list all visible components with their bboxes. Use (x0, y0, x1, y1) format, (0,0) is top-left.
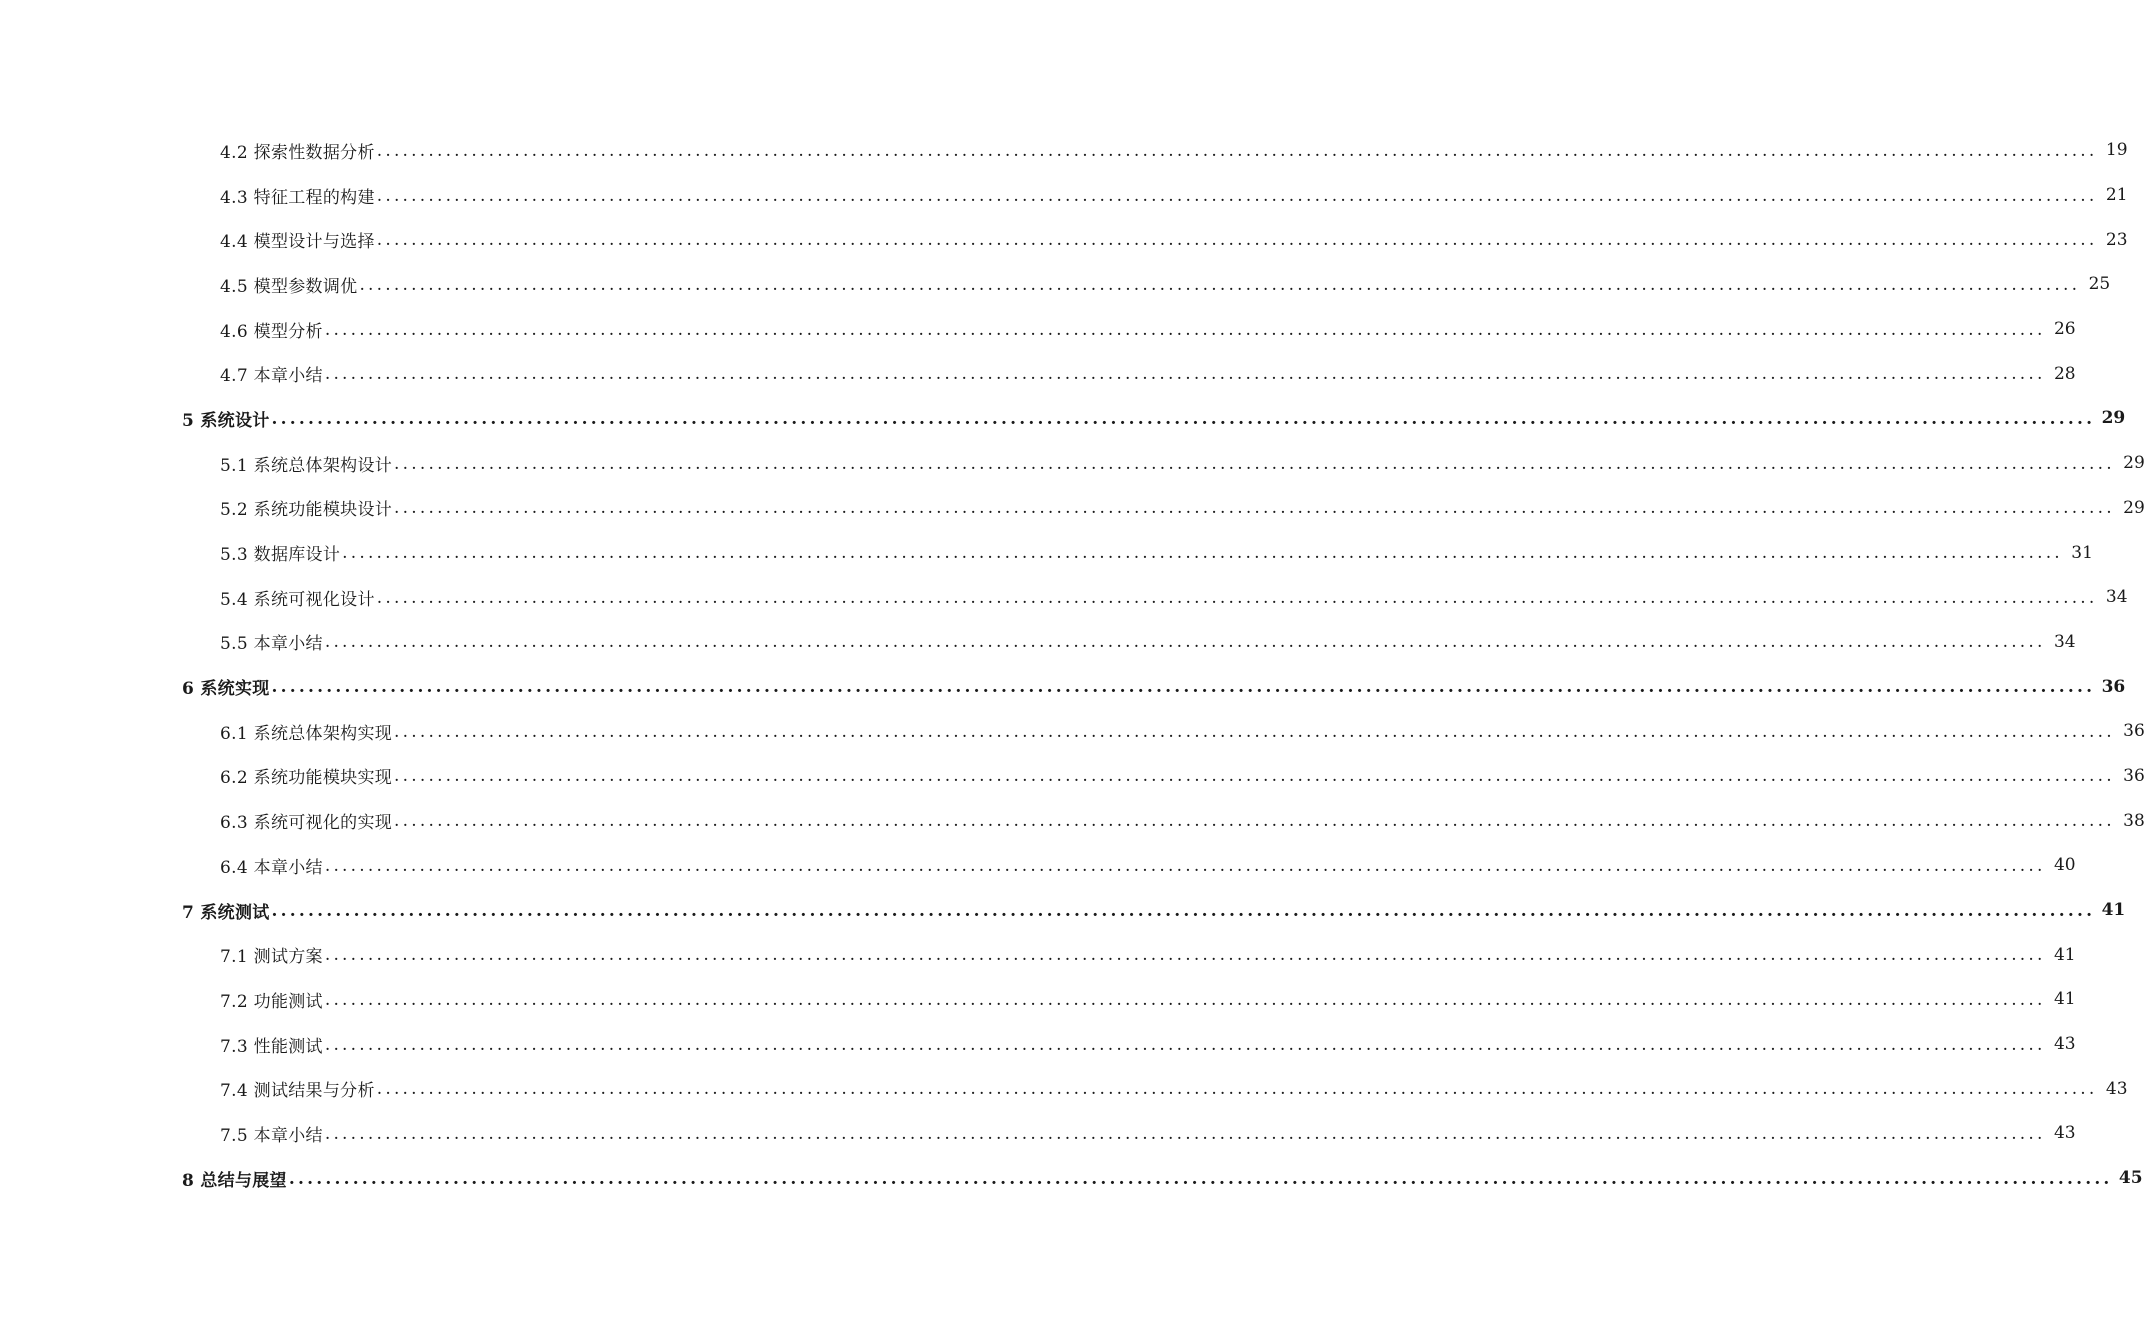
toc-dot-leader: ........................................................................................................................................................................................................ (342, 543, 2063, 564)
toc-section-entry[interactable] (0, 173, 2128, 218)
toc-dot-leader: ........................................................................................................................................................................................................ (376, 1079, 2098, 1100)
toc-chapter-entry[interactable] (0, 888, 2126, 933)
toc-section-entry[interactable] (0, 843, 2076, 888)
toc-dot-leader: ........................................................................................................................................................................................................ (394, 721, 2115, 742)
toc-page-number: 26 (2053, 319, 2076, 340)
toc-entry-title: 6 系统实现 (182, 679, 270, 700)
toc-entry-title: 7.2 功能测试 (220, 991, 323, 1012)
toc-page-number: 29 (2101, 408, 2126, 429)
toc-page-number: 43 (2053, 1123, 2076, 1144)
toc-dot-leader: ........................................................................................................................................................................................................ (394, 811, 2115, 832)
toc-page-number: 40 (2053, 855, 2076, 876)
toc-page-number: 21 (2105, 185, 2128, 206)
toc-dot-leader: ........................................................................................................................................................................................................ (324, 945, 2046, 966)
toc-dot-leader: ........................................................................................................................................................................................................ (324, 319, 2046, 340)
toc-page-number: 23 (2105, 229, 2128, 250)
toc-page-number: 41 (2053, 989, 2076, 1010)
toc-entry-title: 4.6 模型分析 (220, 321, 323, 342)
toc-entry-title: 5.2 系统功能模块设计 (220, 500, 393, 521)
toc-entry-title: 6.2 系统功能模块实现 (220, 768, 393, 789)
toc-dot-leader: ........................................................................................................................................................................................................ (271, 408, 2096, 429)
toc-section-entry[interactable] (0, 977, 2076, 1022)
toc-entry-title: 7.4 测试结果与分析 (220, 1081, 375, 1102)
toc-page-number: 29 (2123, 497, 2145, 518)
toc-page-number: 25 (2088, 274, 2111, 295)
toc-dot-leader: ........................................................................................................................................................................................................ (394, 453, 2115, 474)
toc-section-entry[interactable] (0, 486, 2145, 531)
toc-dot-leader: ........................................................................................................................................................................................................ (376, 230, 2098, 251)
toc-page-number: 41 (2101, 900, 2126, 921)
toc-section-entry[interactable] (0, 351, 2076, 396)
toc-section-entry[interactable] (0, 620, 2076, 665)
toc-chapter-entry[interactable] (0, 396, 2126, 441)
toc-dot-leader: ........................................................................................................................................................................................................ (324, 989, 2046, 1010)
toc-section-entry[interactable] (0, 1022, 2076, 1067)
toc-section-entry[interactable] (0, 441, 2145, 486)
toc-dot-leader: ........................................................................................................................................................................................................ (271, 900, 2096, 921)
toc-dot-leader: ........................................................................................................................................................................................................ (324, 1123, 2046, 1144)
toc-page-number: 43 (2105, 1078, 2128, 1099)
toc-page-number: 41 (2053, 944, 2076, 965)
toc-dot-leader: ........................................................................................................................................................................................................ (324, 364, 2046, 385)
toc-entry-title: 4.2 探索性数据分析 (220, 142, 375, 163)
toc-dot-leader: ........................................................................................................................................................................................................ (394, 498, 2115, 519)
toc-entry-title: 7.3 性能测试 (220, 1036, 323, 1057)
toc-page-number: 45 (2118, 1168, 2143, 1189)
toc-chapter-entry[interactable] (0, 664, 2126, 709)
toc-section-entry[interactable] (0, 307, 2076, 352)
toc-dot-leader: ........................................................................................................................................................................................................ (324, 855, 2046, 876)
toc-page-number: 29 (2123, 453, 2145, 474)
toc-dot-leader: ........................................................................................................................................................................................................ (376, 587, 2098, 608)
toc-chapter-entry[interactable] (0, 1156, 2143, 1201)
toc-section-entry[interactable] (0, 530, 2093, 575)
toc-section-entry[interactable] (0, 1066, 2128, 1111)
toc-page-number: 34 (2105, 587, 2128, 608)
toc-entry-title: 5.3 数据库设计 (220, 545, 341, 566)
toc-section-entry[interactable] (0, 575, 2128, 620)
toc-dot-leader: ........................................................................................................................................................................................................ (271, 677, 2096, 698)
toc-page-number: 38 (2123, 810, 2145, 831)
toc-dot-leader: ........................................................................................................................................................................................................ (376, 185, 2098, 206)
toc-page-number: 31 (2071, 542, 2093, 563)
toc-page-number: 34 (2053, 631, 2076, 652)
toc-entry-title: 7.1 测试方案 (220, 947, 323, 968)
toc-entry-title: 5.1 系统总体架构设计 (220, 455, 393, 476)
toc-section-entry[interactable] (0, 754, 2145, 799)
toc-section-entry[interactable] (0, 1111, 2076, 1156)
toc-entry-title: 4.7 本章小结 (220, 366, 323, 387)
toc-entry-title: 7 系统测试 (182, 902, 270, 923)
toc-dot-leader: ........................................................................................................................................................................................................ (394, 766, 2115, 787)
toc-dot-leader: ........................................................................................................................................................................................................ (288, 1168, 2113, 1189)
toc-dot-leader: ........................................................................................................................................................................................................ (324, 632, 2046, 653)
toc-page-number: 36 (2101, 676, 2126, 697)
toc-entry-title: 6.1 系统总体架构实现 (220, 723, 393, 744)
toc-section-entry[interactable] (0, 262, 2111, 307)
toc-page-number: 36 (2123, 721, 2145, 742)
toc-entry-title: 4.3 特征工程的构建 (220, 187, 375, 208)
toc-entry-title: 4.4 模型设计与选择 (220, 232, 375, 253)
toc-section-entry[interactable] (0, 932, 2076, 977)
toc-entry-title: 4.5 模型参数调优 (220, 276, 358, 297)
toc-section-entry[interactable] (0, 709, 2145, 754)
toc-section-entry[interactable] (0, 128, 2128, 173)
toc-section-entry[interactable] (0, 798, 2145, 843)
toc-dot-leader: ........................................................................................................................................................................................................ (359, 274, 2081, 295)
toc-dot-leader: ........................................................................................................................................................................................................ (324, 1034, 2046, 1055)
toc-entry-title: 8 总结与展望 (182, 1170, 287, 1191)
table-of-contents (0, 128, 2145, 1201)
toc-entry-title: 5.4 系统可视化设计 (220, 589, 375, 610)
toc-page-number: 28 (2053, 363, 2076, 384)
toc-entry-title: 6.3 系统可视化的实现 (220, 813, 393, 834)
toc-entry-title: 5 系统设计 (182, 410, 270, 431)
toc-page-number: 43 (2053, 1034, 2076, 1055)
toc-entry-title: 5.5 本章小结 (220, 634, 323, 655)
toc-section-entry[interactable] (0, 217, 2128, 262)
toc-entry-title: 6.4 本章小结 (220, 857, 323, 878)
toc-page-number: 19 (2105, 140, 2128, 161)
toc-entry-title: 7.5 本章小结 (220, 1125, 323, 1146)
toc-page-number: 36 (2123, 765, 2145, 786)
toc-dot-leader: ........................................................................................................................................................................................................ (376, 140, 2098, 161)
